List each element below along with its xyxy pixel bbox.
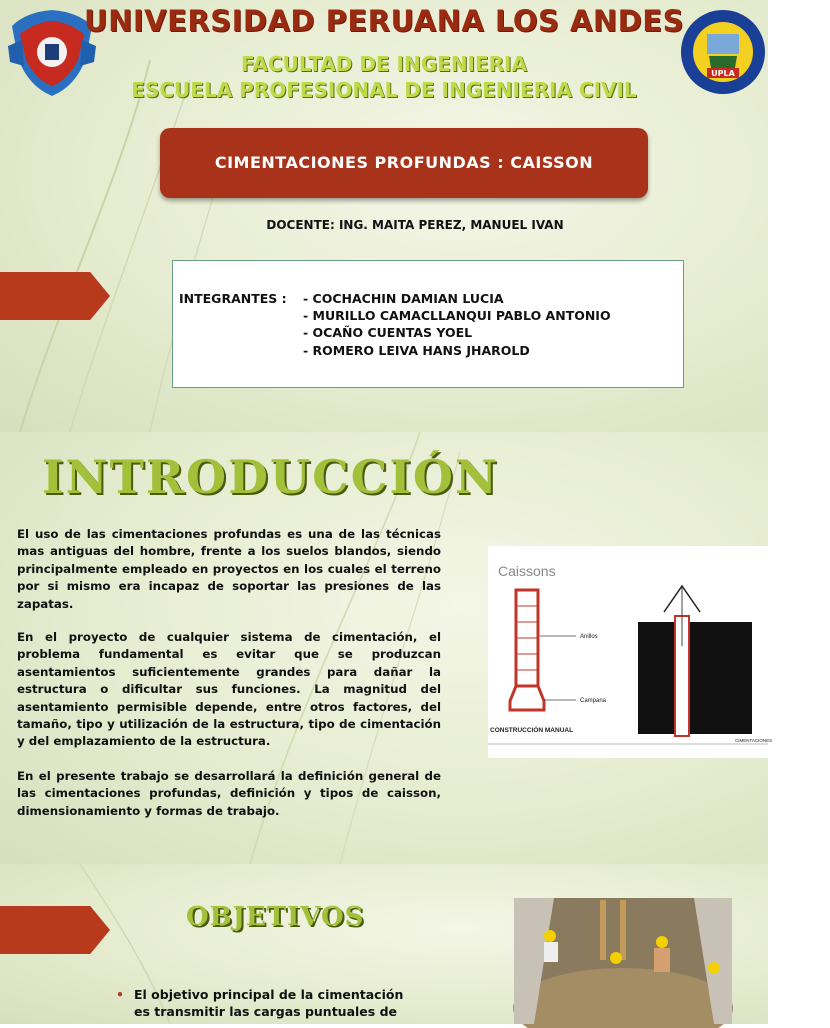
bullet-icon: • — [116, 987, 124, 1002]
integrante-item: - OCAÑO CUENTAS YOEL — [303, 325, 473, 340]
svg-text:Campana: Campana — [580, 698, 607, 704]
integrante-item: - ROMERO LEIVA HANS JHAROLD — [303, 343, 530, 358]
integrante-item: - COCHACHIN DAMIAN LUCIA — [303, 291, 504, 306]
integrante-item: - MURILLO CAMACLLANQUI PABLO ANTONIO — [303, 308, 611, 323]
objectives-slide — [0, 864, 768, 1024]
objective-text: El objetivo principal de la cimentación es transmitir las cargas puntuales de — [134, 987, 404, 1019]
school-name: ESCUELA PROFESIONAL DE INGENIERIA CIVIL — [131, 78, 637, 102]
caisson-diagram — [488, 546, 773, 758]
intro-paragraph-2: En el proyecto de cualquier sistema de cimentación, el problema fundamental es evitar que se produzcan asentamientos suficientemente grandes para dañar la estructura o dificultar sus funciones. La magnitud del asentamiento permisible depende, entre otros factores, del tamaño, tipo y utilización de la estructura, tipo de cimentación y del emplazamiento de la estructura. — [17, 630, 441, 749]
presentation-title: CIMENTACIONES PROFUNDAS : CAISSON — [160, 128, 648, 198]
intro-paragraph-3: En el presente trabajo se desarrollará la definición general de las cimentaciones profundas, definición y tipos de caisson, dimensionamiento y formas de trabajo. — [17, 769, 441, 818]
svg-text:Anillos: Anillos — [580, 634, 598, 640]
intro-paragraph-1: El uso de las cimentaciones profundas es una de las técnicas mas antiguas del hombre, frente a los suelos blandos, siendo principalmente empleado en proyectos en los cuales el terreno por si mismo era incapaz de soportar las presiones de las zapatas. — [17, 527, 441, 611]
integrantes-label: INTEGRANTES : — [179, 291, 287, 306]
integrantes-box — [172, 260, 684, 388]
decorative-arrow-tab — [0, 906, 110, 954]
university-name: UNIVERSIDAD PERUANA LOS ANDES — [84, 4, 684, 38]
decorative-arrow-tab — [0, 272, 110, 320]
objectives-heading: OBJETIVOS — [186, 902, 365, 932]
caissons-figure — [488, 546, 773, 758]
svg-text:Caissons: Caissons — [498, 563, 556, 579]
introduction-slide — [0, 432, 773, 864]
faculty-name: FACULTAD DE INGENIERIA — [241, 52, 527, 76]
introduction-heading: INTRODUCCIÓN — [42, 450, 499, 504]
objective-bullet — [116, 986, 416, 1020]
docente-line: DOCENTE: ING. MAITA PEREZ, MANUEL IVAN — [266, 218, 564, 232]
svg-text:UPLA: UPLA — [711, 69, 735, 78]
title-slide — [0, 0, 768, 432]
svg-text:CONSTRUCCIÓN MANUAL: CONSTRUCCIÓN MANUAL — [490, 727, 574, 734]
construction-workers-image — [514, 898, 732, 1024]
workers-photo — [514, 898, 732, 1024]
svg-text:CIMENTACIONES: CIMENTACIONES — [735, 738, 773, 743]
